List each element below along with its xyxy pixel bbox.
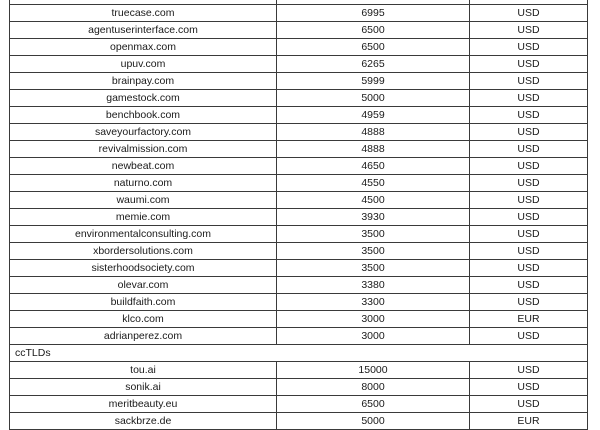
currency-cell: USD [470, 175, 588, 192]
currency-cell: USD [470, 226, 588, 243]
currency-cell: USD [470, 192, 588, 209]
price-cell: 4959 [277, 107, 470, 124]
table-row [10, 277, 588, 294]
domain-cell: klco.com [10, 311, 277, 328]
price-cell: 3930 [277, 209, 470, 226]
currency-cell: USD [470, 5, 588, 22]
price-cell: 6500 [277, 396, 470, 413]
table-row [10, 396, 588, 413]
domain-cell: olevar.com [10, 277, 277, 294]
price-cell: 3000 [277, 328, 470, 345]
table-row [10, 107, 588, 124]
domain-cell: tou.ai [10, 362, 277, 379]
table-row [10, 209, 588, 226]
table-row [10, 22, 588, 39]
table-row [10, 328, 588, 345]
price-cell: 5999 [277, 73, 470, 90]
currency-cell: USD [470, 39, 588, 56]
domain-cell: adrianperez.com [10, 328, 277, 345]
price-cell: 3500 [277, 243, 470, 260]
price-cell: 4650 [277, 158, 470, 175]
domain-price-table [9, 0, 588, 430]
domain-cell: sackbrze.de [10, 413, 277, 430]
price-cell: 4500 [277, 192, 470, 209]
table-row [10, 362, 588, 379]
table-row [10, 90, 588, 107]
domain-cell: agentuserinterface.com [10, 22, 277, 39]
table-row [10, 311, 588, 328]
currency-cell: EUR [470, 311, 588, 328]
table-row [10, 192, 588, 209]
table-row [10, 175, 588, 192]
table-row [10, 158, 588, 175]
currency-cell: USD [470, 379, 588, 396]
domain-cell: benchbook.com [10, 107, 277, 124]
currency-cell: USD [470, 73, 588, 90]
table-row [10, 73, 588, 90]
price-cell: 4550 [277, 175, 470, 192]
table-row [10, 413, 588, 430]
currency-cell: USD [470, 22, 588, 39]
domain-cell: revivalmission.com [10, 141, 277, 158]
domain-cell: saveyourfactory.com [10, 124, 277, 141]
domain-cell: sonik.ai [10, 379, 277, 396]
currency-cell: USD [470, 124, 588, 141]
domain-cell: truecase.com [10, 5, 277, 22]
table-row [10, 260, 588, 277]
price-cell: 5000 [277, 413, 470, 430]
currency-cell: USD [470, 328, 588, 345]
currency-cell: USD [470, 396, 588, 413]
currency-cell: USD [470, 56, 588, 73]
currency-cell: USD [470, 260, 588, 277]
domain-cell: naturno.com [10, 175, 277, 192]
section-header-row [10, 345, 588, 362]
price-cell: 3500 [277, 260, 470, 277]
table-row [10, 243, 588, 260]
price-cell: 4888 [277, 141, 470, 158]
table-row [10, 39, 588, 56]
domain-cell: sisterhoodsociety.com [10, 260, 277, 277]
price-cell: 3380 [277, 277, 470, 294]
domain-cell: newbeat.com [10, 158, 277, 175]
table-row [10, 294, 588, 311]
domain-cell: buildfaith.com [10, 294, 277, 311]
table-row [10, 379, 588, 396]
price-cell: 4888 [277, 124, 470, 141]
price-cell: 3300 [277, 294, 470, 311]
table-row [10, 124, 588, 141]
domain-cell: gamestock.com [10, 90, 277, 107]
domain-price-sheet [9, 0, 587, 430]
currency-cell: USD [470, 243, 588, 260]
currency-cell: USD [470, 158, 588, 175]
domain-cell: brainpay.com [10, 73, 277, 90]
currency-cell: USD [470, 362, 588, 379]
price-cell: 6995 [277, 5, 470, 22]
price-cell: 3500 [277, 226, 470, 243]
table-row [10, 56, 588, 73]
table-row [10, 141, 588, 158]
price-cell: 6265 [277, 56, 470, 73]
currency-cell: EUR [470, 413, 588, 430]
domain-cell: xbordersolutions.com [10, 243, 277, 260]
price-cell: 6500 [277, 39, 470, 56]
price-cell: 5000 [277, 90, 470, 107]
section-label-cctlds: ccTLDs [10, 345, 588, 362]
price-cell: 3000 [277, 311, 470, 328]
domain-cell: meritbeauty.eu [10, 396, 277, 413]
price-cell: 8000 [277, 379, 470, 396]
currency-cell: USD [470, 90, 588, 107]
table-row [10, 5, 588, 22]
currency-cell: USD [470, 277, 588, 294]
currency-cell: USD [470, 294, 588, 311]
table-row [10, 226, 588, 243]
domain-cell: environmentalconsulting.com [10, 226, 277, 243]
domain-cell: upuv.com [10, 56, 277, 73]
domain-cell: openmax.com [10, 39, 277, 56]
price-cell: 15000 [277, 362, 470, 379]
domain-cell: waumi.com [10, 192, 277, 209]
price-cell: 6500 [277, 22, 470, 39]
currency-cell: USD [470, 209, 588, 226]
domain-cell: memie.com [10, 209, 277, 226]
currency-cell: USD [470, 141, 588, 158]
currency-cell: USD [470, 107, 588, 124]
